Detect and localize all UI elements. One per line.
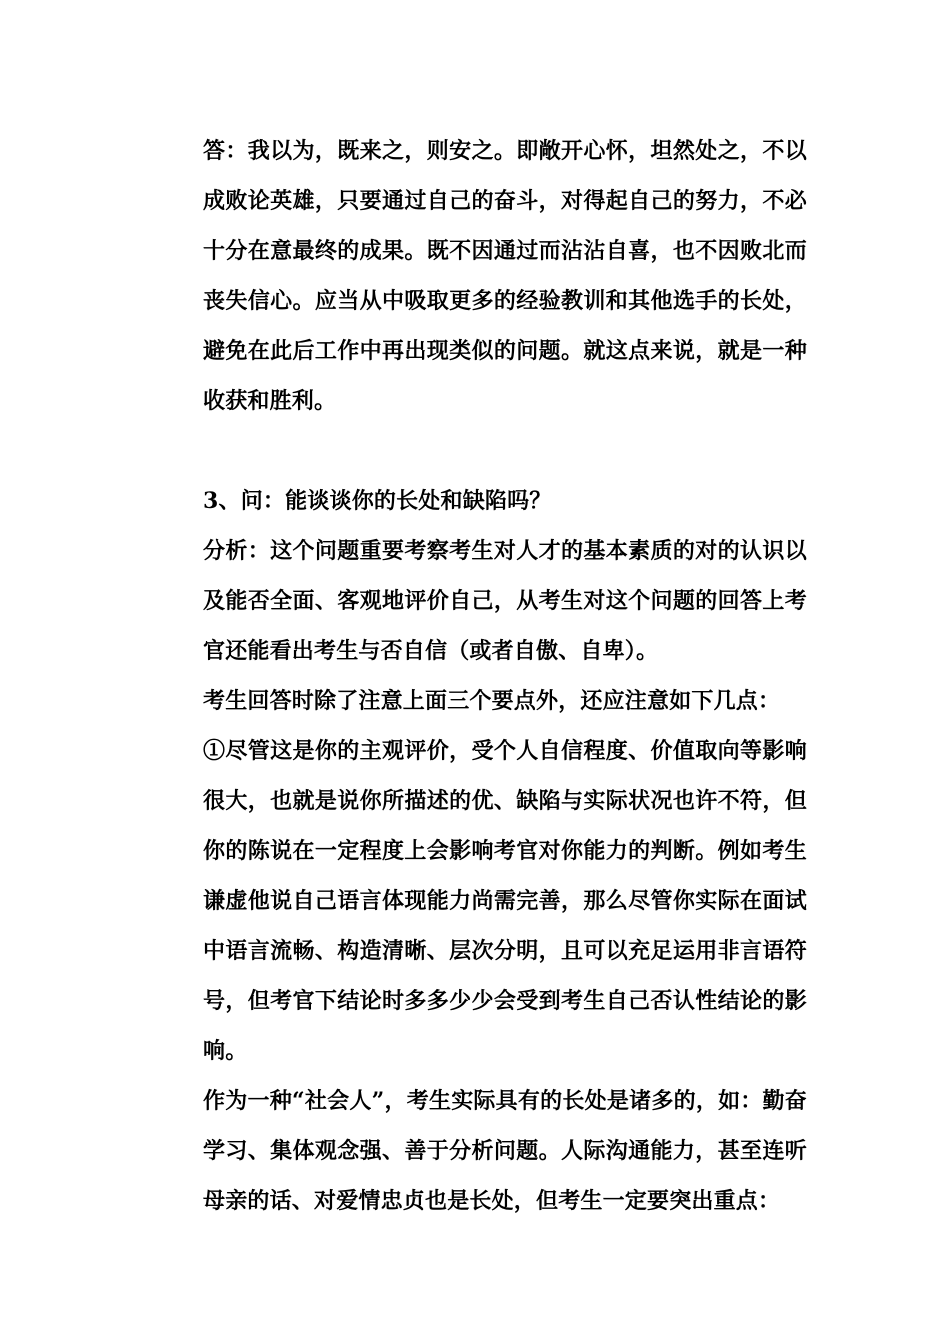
question-heading: 3、问：能谈谈你的长处和缺陷吗？ (203, 488, 552, 514)
document-body (203, 126, 807, 1226)
paragraph-spacer (203, 426, 807, 476)
analysis-paragraph: 分析：这个问题重要考察考生对人才的基本素质的对的认识以及能否全面、客观地评价自己，从考生对这个问题的回答上考官还能看出考生与否自信（或者自傲、自卑）。 (203, 538, 807, 664)
notes-intro: 考生回答时除了注意上面三个要点外，还应注意如下几点： (203, 688, 781, 714)
point-one-paragraph: ①尽管这是你的主观评价，受个人自信程度、价值取向等影响很大，也就是说你所描述的优、缺陷与实际状况也许不符，但你的陈说在一定程度上会影响考官对你能力的判断。例如考生谦虚他说自己语言体现能力尚需完善，那么尽管你实际在面试中语言流畅、构造清晰、层次分明，且可以充足运用非言语符号，但考官下结论时多多少少会受到考生自己否认性结论的影响。 (203, 738, 807, 1064)
strengths-paragraph: 作为一种“社会人”，考生实际具有的长处是诸多的，如：勤奋学习、集体观念强、善于分析问题。人际沟通能力，甚至连听母亲的话、对爱情忠贞也是长处，但考生一定要突出重点： (203, 1088, 807, 1214)
answer-paragraph: 答：我以为，既来之，则安之。即敞开心怀，坦然处之，不以成败论英雄，只要通过自己的奋斗，对得起自己的努力，不必十分在意最终的成果。既不因通过而沾沾自喜，也不因败北而丧失信心。应当从中吸取更多的经验教训和其他选手的长处，避免在此后工作中再出现类似的问题。就这点来说，就是一种收获和胜利。 (203, 138, 807, 414)
